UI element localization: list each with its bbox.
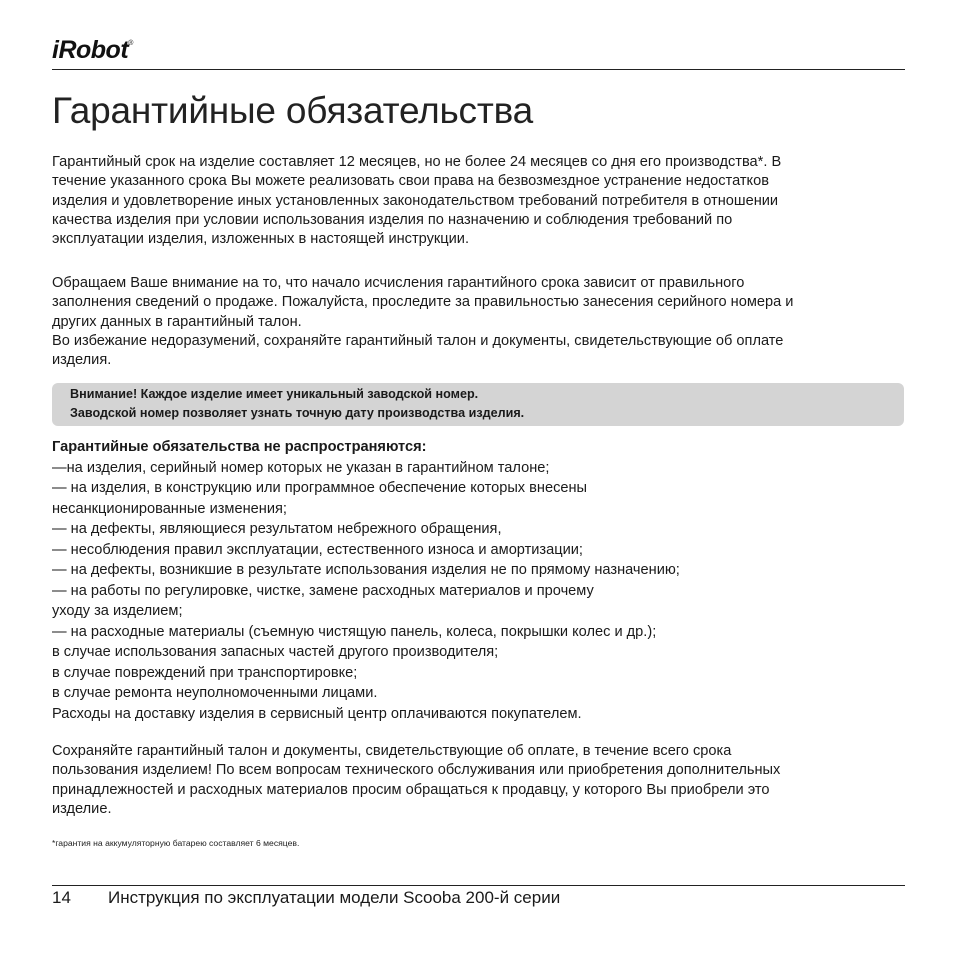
text-line: принадлежностей и расходных материалов просим обращаться к продавцу, у которого Вы приобрели это: [52, 781, 770, 798]
text-line: Во избежание недоразумений, сохраняйте гарантийный талон и документы, свидетельствующие об оплате: [52, 332, 784, 349]
header-divider: [52, 69, 905, 70]
exclusion-line: — на дефекты, возникшие в результате использования изделия не по прямому назначению;: [52, 562, 680, 578]
text-line: качества изделия при условии использования изделия по назначению и соблюдения требований по: [52, 211, 733, 228]
battery-footnote: *гарантия на аккумуляторную батарею составляет 6 месяцев.: [52, 838, 300, 848]
notice-line: Внимание! Каждое изделие имеет уникальный заводской номер.: [70, 387, 479, 401]
exclusion-line: в случае ремонта неуполномоченными лицами.: [52, 685, 378, 701]
exclusion-line: — на работы по регулировке, чистке, замене расходных материалов и прочему: [52, 582, 594, 599]
page-number: 14: [52, 888, 71, 907]
brand-name: iRobot: [52, 36, 129, 64]
registered-mark: ®: [128, 40, 133, 47]
exclusion-line: в случае использования запасных частей другого производителя;: [52, 644, 499, 660]
exclusion-line: уходу за изделием;: [52, 603, 183, 619]
page-title: Гарантийные обязательства: [52, 90, 534, 131]
text-line: Гарантийный срок на изделие составляет 12 месяцев, но не более 24 месяцев со дня его производства*. В: [52, 154, 782, 170]
exclusion-line: несанкционированные изменения;: [52, 500, 287, 517]
text-line: эксплуатации изделия, изложенных в настоящей инструкции.: [52, 231, 470, 248]
exclusion-line: Расходы на доставку изделия в сервисный центр оплачиваются покупателем.: [52, 705, 582, 722]
text-line: других данных в гарантийный талон.: [52, 313, 302, 330]
manual-title: Инструкция по эксплуатации модели Scooba 200-й серии: [108, 888, 561, 907]
exclusions-heading: Гарантийные обязательства не распространяются:: [52, 439, 427, 455]
text-line: Сохраняйте гарантийный талон и документы, свидетельствующие об оплате, в течение всего срока: [52, 743, 732, 759]
exclusion-line: — на изделия, в конструкцию или программное обеспечение которых внесены: [52, 480, 588, 496]
notice-line: Заводской номер позволяет узнать точную дату производства изделия.: [70, 406, 525, 420]
serial-number-notice: [52, 383, 904, 426]
warranty-exclusions: [52, 437, 904, 724]
text-line: заполнения сведений о продаже. Пожалуйста, проследите за правильностью занесения серийного номера и: [52, 294, 794, 311]
service-paragraph: [52, 742, 904, 819]
text-line: изделие.: [52, 800, 112, 817]
warranty-period-paragraph: [52, 153, 904, 249]
footer-divider: [52, 885, 905, 886]
text-line: изделия и удовлетворение иных установленных законодательством требований потребителя в отношении: [52, 192, 779, 209]
text-line: изделия.: [52, 352, 112, 369]
exclusion-line: — на расходные материалы (съемную чистящую панель, колеса, покрышки колес и др.);: [52, 623, 657, 640]
exclusion-line: —на изделия, серийный номер которых не указан в гарантийном талоне;: [52, 459, 550, 476]
irobot-logo: [52, 38, 133, 63]
exclusion-line: — несоблюдения правил эксплуатации, естественного износа и амортизации;: [52, 541, 583, 558]
sale-info-paragraph: [52, 274, 904, 370]
exclusion-line: — на дефекты, являющиеся результатом небрежного обращения,: [52, 521, 502, 537]
text-line: Обращаем Ваше внимание на то, что начало исчисления гарантийного срока зависит от правильного: [52, 275, 745, 291]
text-line: пользования изделием! По всем вопросам технического обслуживания или приобретения дополнительных: [52, 762, 781, 779]
exclusion-line: в случае повреждений при транспортировке;: [52, 664, 358, 681]
text-line: течение указанного срока Вы можете реализовать свои права на безвозмездное устранение недостатков: [52, 173, 769, 190]
